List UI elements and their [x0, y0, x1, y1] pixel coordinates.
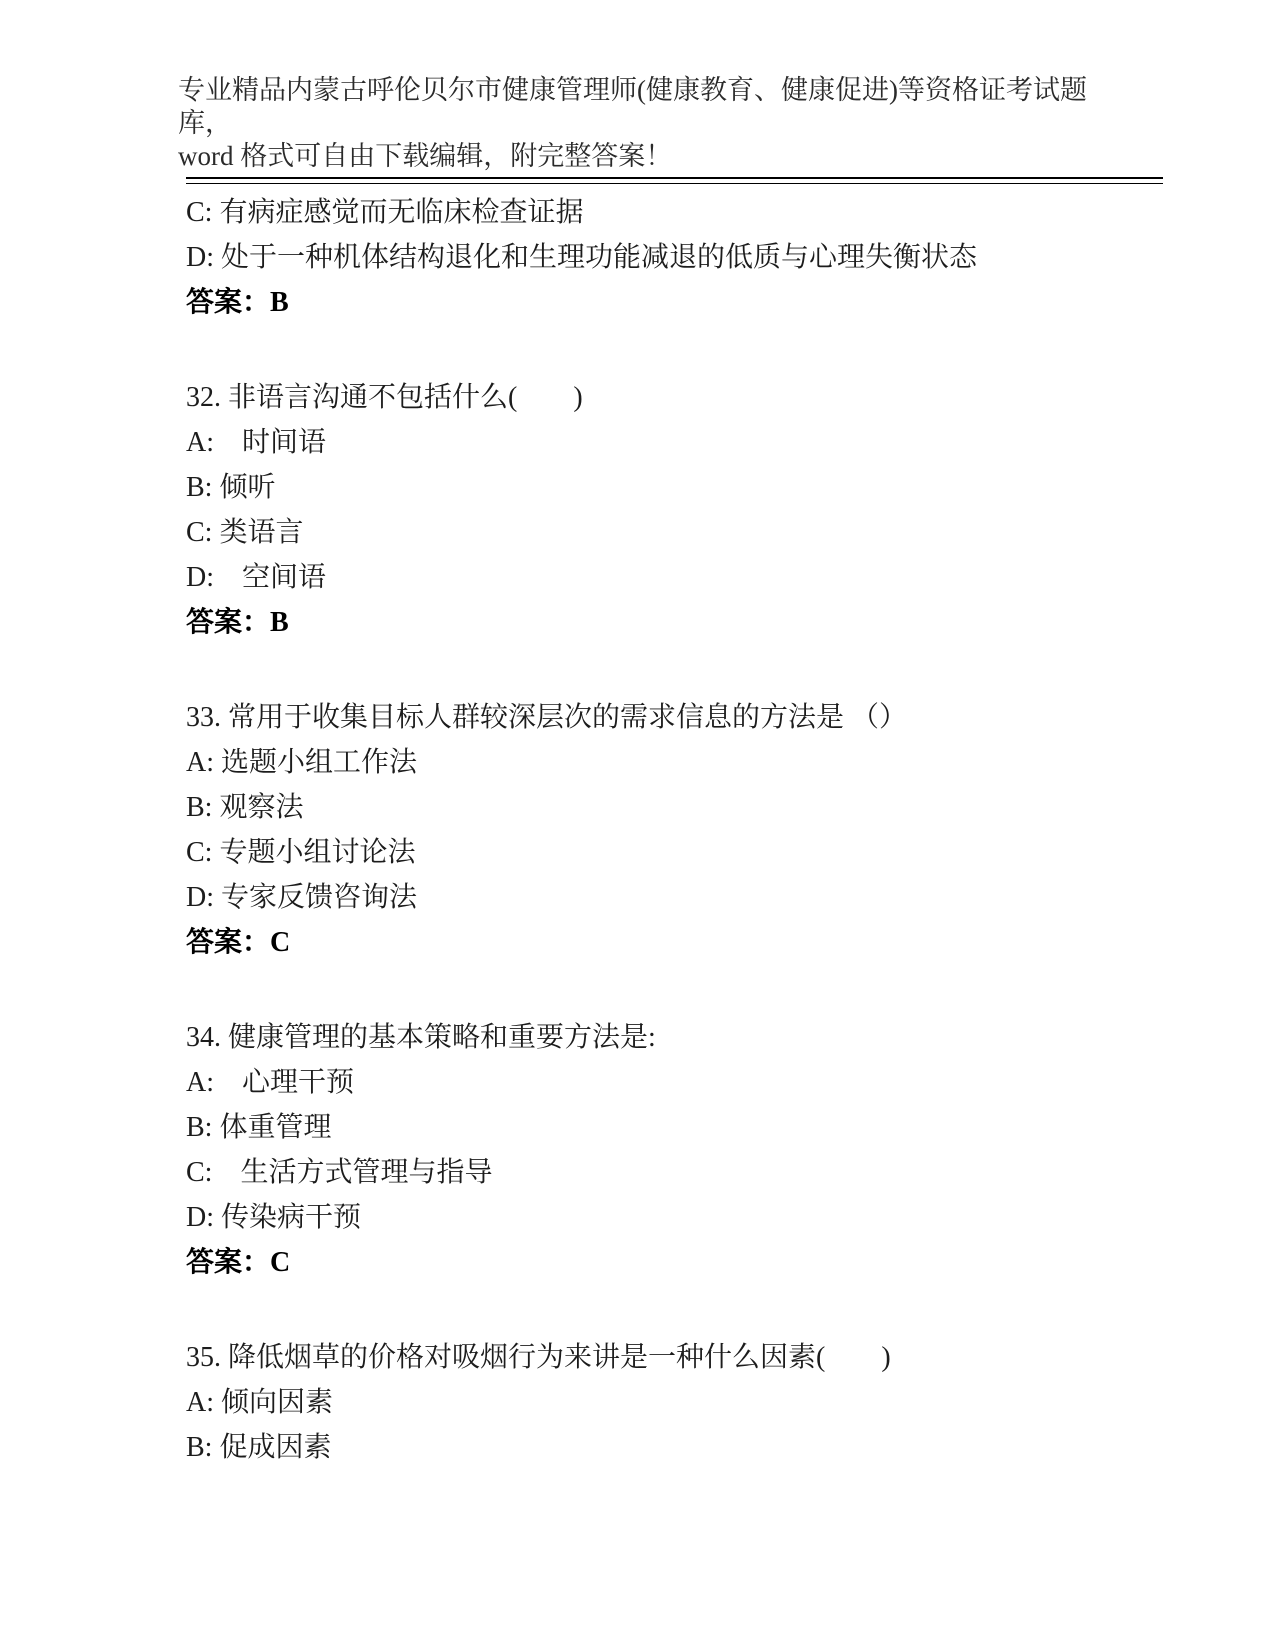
question-answer: 答案：C	[186, 1247, 291, 1278]
question-stem: 32. 非语言沟通不包括什么( )	[186, 382, 583, 413]
question-option: C: 专题小组讨论法	[186, 837, 416, 868]
question-option: C: 类语言	[186, 517, 304, 548]
question-option: B: 促成因素	[186, 1432, 332, 1463]
question-answer: 答案：B	[186, 607, 289, 638]
question-stem: 35. 降低烟草的价格对吸烟行为来讲是一种什么因素( )	[186, 1342, 891, 1373]
question-option: B: 体重管理	[186, 1112, 332, 1143]
page-header	[178, 74, 1138, 173]
question-option: B: 倾听	[186, 472, 276, 503]
question-option: C: 有病症感觉而无临床检查证据	[186, 197, 584, 228]
question-option: A: 倾向因素	[186, 1387, 334, 1418]
question-option: A: 选题小组工作法	[186, 747, 418, 778]
question-option: D: 处于一种机体结构退化和生理功能减退的低质与心理失衡状态	[186, 242, 978, 273]
question-block	[186, 1335, 1176, 1470]
question-answer: 答案：C	[186, 927, 291, 958]
question-block	[186, 1015, 1176, 1285]
question-option: D: 传染病干预	[186, 1202, 362, 1233]
question-block	[186, 695, 1176, 965]
question-stem: 33. 常用于收集目标人群较深层次的需求信息的方法是 （）	[186, 702, 908, 733]
header-line-2: word 格式可自由下载编辑，附完整答案！	[178, 141, 673, 171]
question-option: D: 空间语	[186, 562, 327, 593]
header-line-1: 专业精品内蒙古呼伦贝尔市健康管理师(健康教育、健康促进)等资格证考试题库，	[178, 75, 1087, 138]
questions-area	[186, 190, 1176, 1520]
question-option: A: 心理干预	[186, 1067, 355, 1098]
question-block	[186, 375, 1176, 645]
question-option: B: 观察法	[186, 792, 304, 823]
question-option: C: 生活方式管理与指导	[186, 1157, 493, 1188]
header-divider	[186, 177, 1163, 184]
question-option: D: 专家反馈咨询法	[186, 882, 418, 913]
question-answer: 答案：B	[186, 287, 289, 318]
question-option: A: 时间语	[186, 427, 327, 458]
question-stem: 34. 健康管理的基本策略和重要方法是:	[186, 1022, 656, 1053]
question-block	[186, 190, 1176, 325]
